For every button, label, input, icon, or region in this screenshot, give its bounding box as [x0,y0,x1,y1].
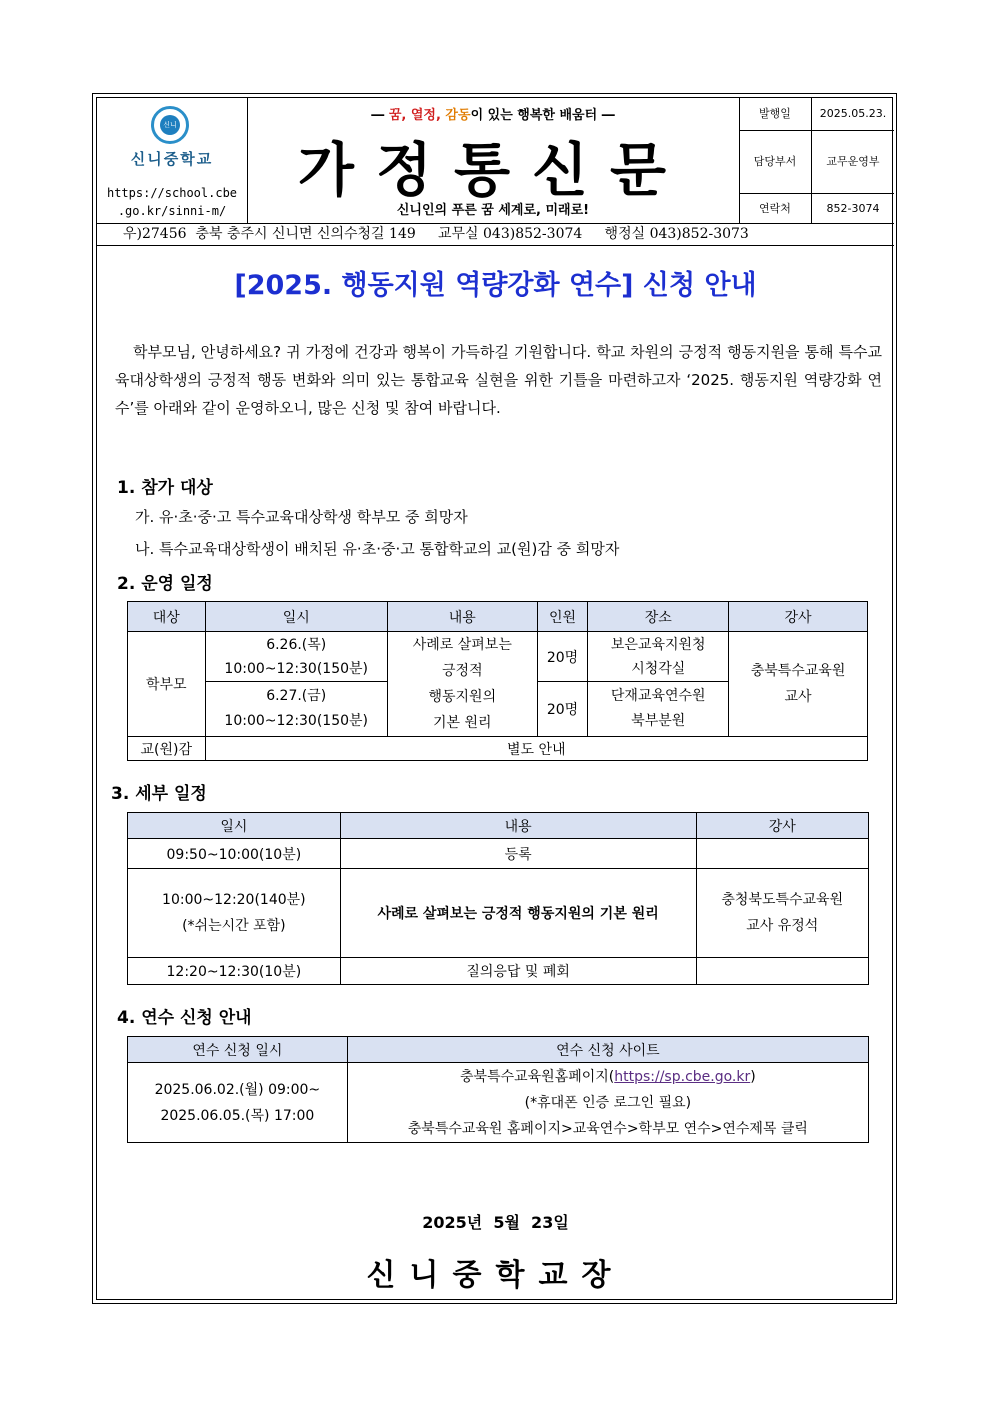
title-block [247,98,740,223]
address-text: 우)27456 충북 충주시 신니면 신의수청길 149 교무실 043)852-3074 행정실 043)852-3073 [123,226,749,242]
time-cell: 09:50~10:00(10분) [128,839,341,869]
site-link[interactable]: https://sp.cbe.go.kr [614,1068,751,1085]
date-text: 6.27.(금) [266,688,327,705]
info-value: 2025.05.23. [811,98,894,130]
content-line: 긍정적 [442,663,483,679]
login-note: (*휴대폰 인증 로그인 필요) [524,1094,692,1111]
site-suffix: ) [750,1068,756,1085]
count-cell: 20명 [537,682,588,737]
period-start: 2025.06.02.(월) 09:00~ [154,1081,321,1098]
slogan-prefix: ― [371,108,389,123]
site-cell [347,1063,868,1143]
slogan-word-emotion: 감동 [440,108,471,123]
period-cell [128,1063,348,1143]
apply-table [127,1036,869,1143]
info-value: 852-3074 [811,194,894,223]
schedule-table [127,601,868,761]
issue-date-text: 2025년 5월 23일 [422,1213,569,1232]
place-line: 단재교육연수원 [610,688,706,705]
section-schedule: 2. 운영 일정 [117,574,213,594]
info-label: 담당부서 [753,155,797,168]
info-label: 발행일 [759,107,791,120]
place-line: 북부분원 [631,713,686,730]
table-header-row [128,602,868,632]
place-line: 보은교육지원청 [610,636,706,653]
table-row [128,869,869,958]
document-frame [92,93,897,1304]
col-header: 내용 [387,602,537,632]
letterhead [97,98,894,224]
participant-item: 나. 특수교육대상학생이 배치된 유·초·중·고 통합학교의 교(원)감 중 희망자 [135,540,620,558]
time-cell: 12:20~12:30(10분) [128,958,341,985]
time-text: 10:00~12:30(150분) [224,713,369,730]
document-inner [96,97,893,1300]
info-department [739,131,894,194]
info-value: 교무운영부 [811,131,894,193]
document-title: [2025. 행동지원 역량강화 연수] 신청 안내 [234,270,757,301]
time-note: (*쉬는시간 포함) [182,918,286,934]
table-header-row [128,1037,869,1063]
lecturer-line: 충청북도특수교육원 [721,892,844,908]
lecturer-cell [696,839,868,869]
principal-signature: 신니중학교장 [366,1258,625,1293]
newsletter-title: 가정통신문 [297,136,689,204]
period-end: 2025.06.05.(목) 17:00 [160,1107,315,1124]
url-line-2[interactable]: .go.kr/sinni-m/ [117,204,227,218]
place-cell [588,682,729,737]
table-row [128,737,868,761]
school-url[interactable] [103,184,241,220]
lecturer-cell [696,869,868,958]
site-prefix: 충북특수교육원홈페이지( [460,1068,615,1085]
time-cell [128,869,341,958]
place-cell [588,632,729,682]
date-cell [205,682,387,737]
issue-info [739,98,894,223]
lecturer-cell [696,958,868,985]
info-issue-date [739,98,894,131]
col-header: 장소 [588,602,729,632]
table-row [128,1063,869,1143]
date-cell [205,632,387,682]
school-address [97,223,894,246]
note-cell: 별도 안내 [205,737,868,761]
lecturer-cell [729,632,868,737]
col-header: 강사 [729,602,868,632]
time-text: 10:00~12:20(140분) [162,892,306,908]
content-line: 기본 원리 [433,715,492,731]
info-label: 연락처 [759,202,791,215]
table-row [128,958,869,985]
slogan-rest: 이 있는 행복한 배움터 ― [470,108,615,123]
school-slogan [247,104,739,123]
col-header: 일시 [128,813,341,839]
col-header: 내용 [340,813,696,839]
table-row [128,632,868,682]
detail-table [127,812,869,985]
sub-slogan: 신니인의 푸른 꿈 세계로, 미래로! [396,203,590,218]
site-line [348,1064,868,1090]
table-row [128,839,869,869]
date-text: 6.26.(목) [266,636,327,653]
content-line: 사례로 살펴보는 [412,637,512,653]
intro-paragraph: 학부모님, 안녕하세요? 귀 가정에 건강과 행복이 가득하길 기원합니다. 학교 차원의 긍정적 행동지원을 통해 특수교육대상학생의 긍정적 행동 변화와 의미 있는 통합교육 실현을 위한 기틀을 마련하고자 ‘2025. 행동지원 역량강화 연수’를 아래와 같이 운영하오니, 많은 신청 및 참여 바랍니다. [115,343,882,417]
time-text: 10:00~12:30(150분) [224,660,369,677]
url-line-1[interactable]: https://school.cbe [106,186,238,200]
section-apply: 4. 연수 신청 안내 [117,1008,252,1028]
school-emblem-icon [151,106,189,144]
count-cell: 20명 [537,632,588,682]
school-logo-block [97,98,248,223]
content-line: 행동지원의 [428,689,497,705]
lecturer-line: 교사 [784,689,812,705]
site-path: 충북특수교육원 홈페이지>교육연수>학부모 연수>연수제목 클릭 [407,1120,808,1137]
col-header: 인원 [537,602,588,632]
content-cell: 질의응답 및 폐회 [340,958,696,985]
info-contact [739,194,894,223]
lecturer-line: 교사 유정석 [746,918,819,934]
lecturer-line: 충북특수교육원 [750,663,846,679]
place-line: 시청각실 [631,660,686,677]
target-cell: 학부모 [128,632,206,737]
col-header: 일시 [205,602,387,632]
content-cell: 등록 [340,839,696,869]
school-name: 신니중학교 [130,150,214,168]
slogan-word-passion: 열정, [406,108,441,123]
table-header-row [128,813,869,839]
target-cell: 교(원)감 [128,737,206,761]
section-detail: 3. 세부 일정 [111,784,207,804]
col-header: 연수 신청 일시 [128,1037,348,1063]
col-header: 강사 [696,813,868,839]
emblem-text: 신니 [160,115,180,135]
section-participants: 1. 참가 대상 [117,478,213,498]
participant-item: 가. 유·초·중·고 특수교육대상학생 학부모 중 희망자 [135,508,468,526]
content-cell: 사례로 살펴보는 긍정적 행동지원의 기본 원리 [340,869,696,958]
col-header: 대상 [128,602,206,632]
col-header: 연수 신청 사이트 [347,1037,868,1063]
content-cell [387,632,537,737]
slogan-word-dream: 꿈, [388,108,407,123]
issue-date [97,1210,894,1233]
